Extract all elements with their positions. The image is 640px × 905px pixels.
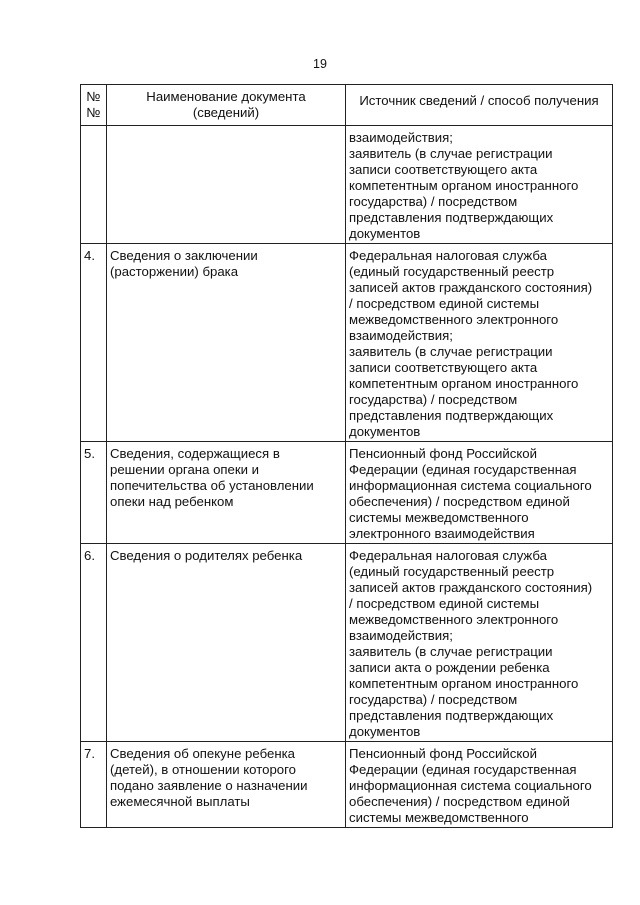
row-number: 7.	[81, 742, 107, 828]
table-row	[81, 544, 613, 742]
documents-table	[80, 84, 613, 828]
row-source: взаимодействия; заявитель (в случае регистрации записи соответствующего акта компетентным органом иностранного государства) / посредством представления подтверждающих документов	[346, 126, 613, 244]
header-document-name: Наименование документа (сведений)	[107, 85, 346, 126]
row-document-name: Сведения, содержащиеся в решении органа опеки и попечительства об установлении опеки над ребенком	[107, 442, 346, 544]
row-source: Федеральная налоговая служба (единый государственный реестр записей актов гражданского состояния) / посредством единой системы межведомственного электронного взаимодействия; заявитель (в случае регистрации записи соответствующего акта компетентным органом иностранного государства) / посредством представления подтверждающих документов	[346, 244, 613, 442]
table-row	[81, 742, 613, 828]
row-document-name: Сведения об опекуне ребенка (детей), в отношении которого подано заявление о назначении ежемесячной выплаты	[107, 742, 346, 828]
table-header-row	[81, 85, 613, 126]
page-number: 19	[313, 57, 327, 71]
table-header	[81, 85, 613, 126]
header-number: № №	[81, 85, 107, 126]
row-source: Федеральная налоговая служба (единый государственный реестр записей актов гражданского состояния) / посредством единой системы межведомственного электронного взаимодействия; заявитель (в случае регистрации записи акта о рождении ребенка компетентным органом иностранного государства) / посредством представления подтверждающих документов	[346, 544, 613, 742]
table-row	[81, 126, 613, 244]
table-body	[81, 126, 613, 828]
row-document-name: Сведения о заключении (расторжении) брака	[107, 244, 346, 442]
row-number: 4.	[81, 244, 107, 442]
header-source: Источник сведений / способ получения	[346, 85, 613, 126]
row-number: 5.	[81, 442, 107, 544]
table-row	[81, 442, 613, 544]
row-document-name	[107, 126, 346, 244]
row-source: Пенсионный фонд Российской Федерации (единая государственная информационная система социального обеспечения) / посредством единой системы межведомственного электронного взаимодействия	[346, 442, 613, 544]
row-number: 6.	[81, 544, 107, 742]
table-row	[81, 244, 613, 442]
row-source: Пенсионный фонд Российской Федерации (единая государственная информационная система социального обеспечения) / посредством единой системы межведомственного	[346, 742, 613, 828]
row-document-name: Сведения о родителях ребенка	[107, 544, 346, 742]
row-number	[81, 126, 107, 244]
